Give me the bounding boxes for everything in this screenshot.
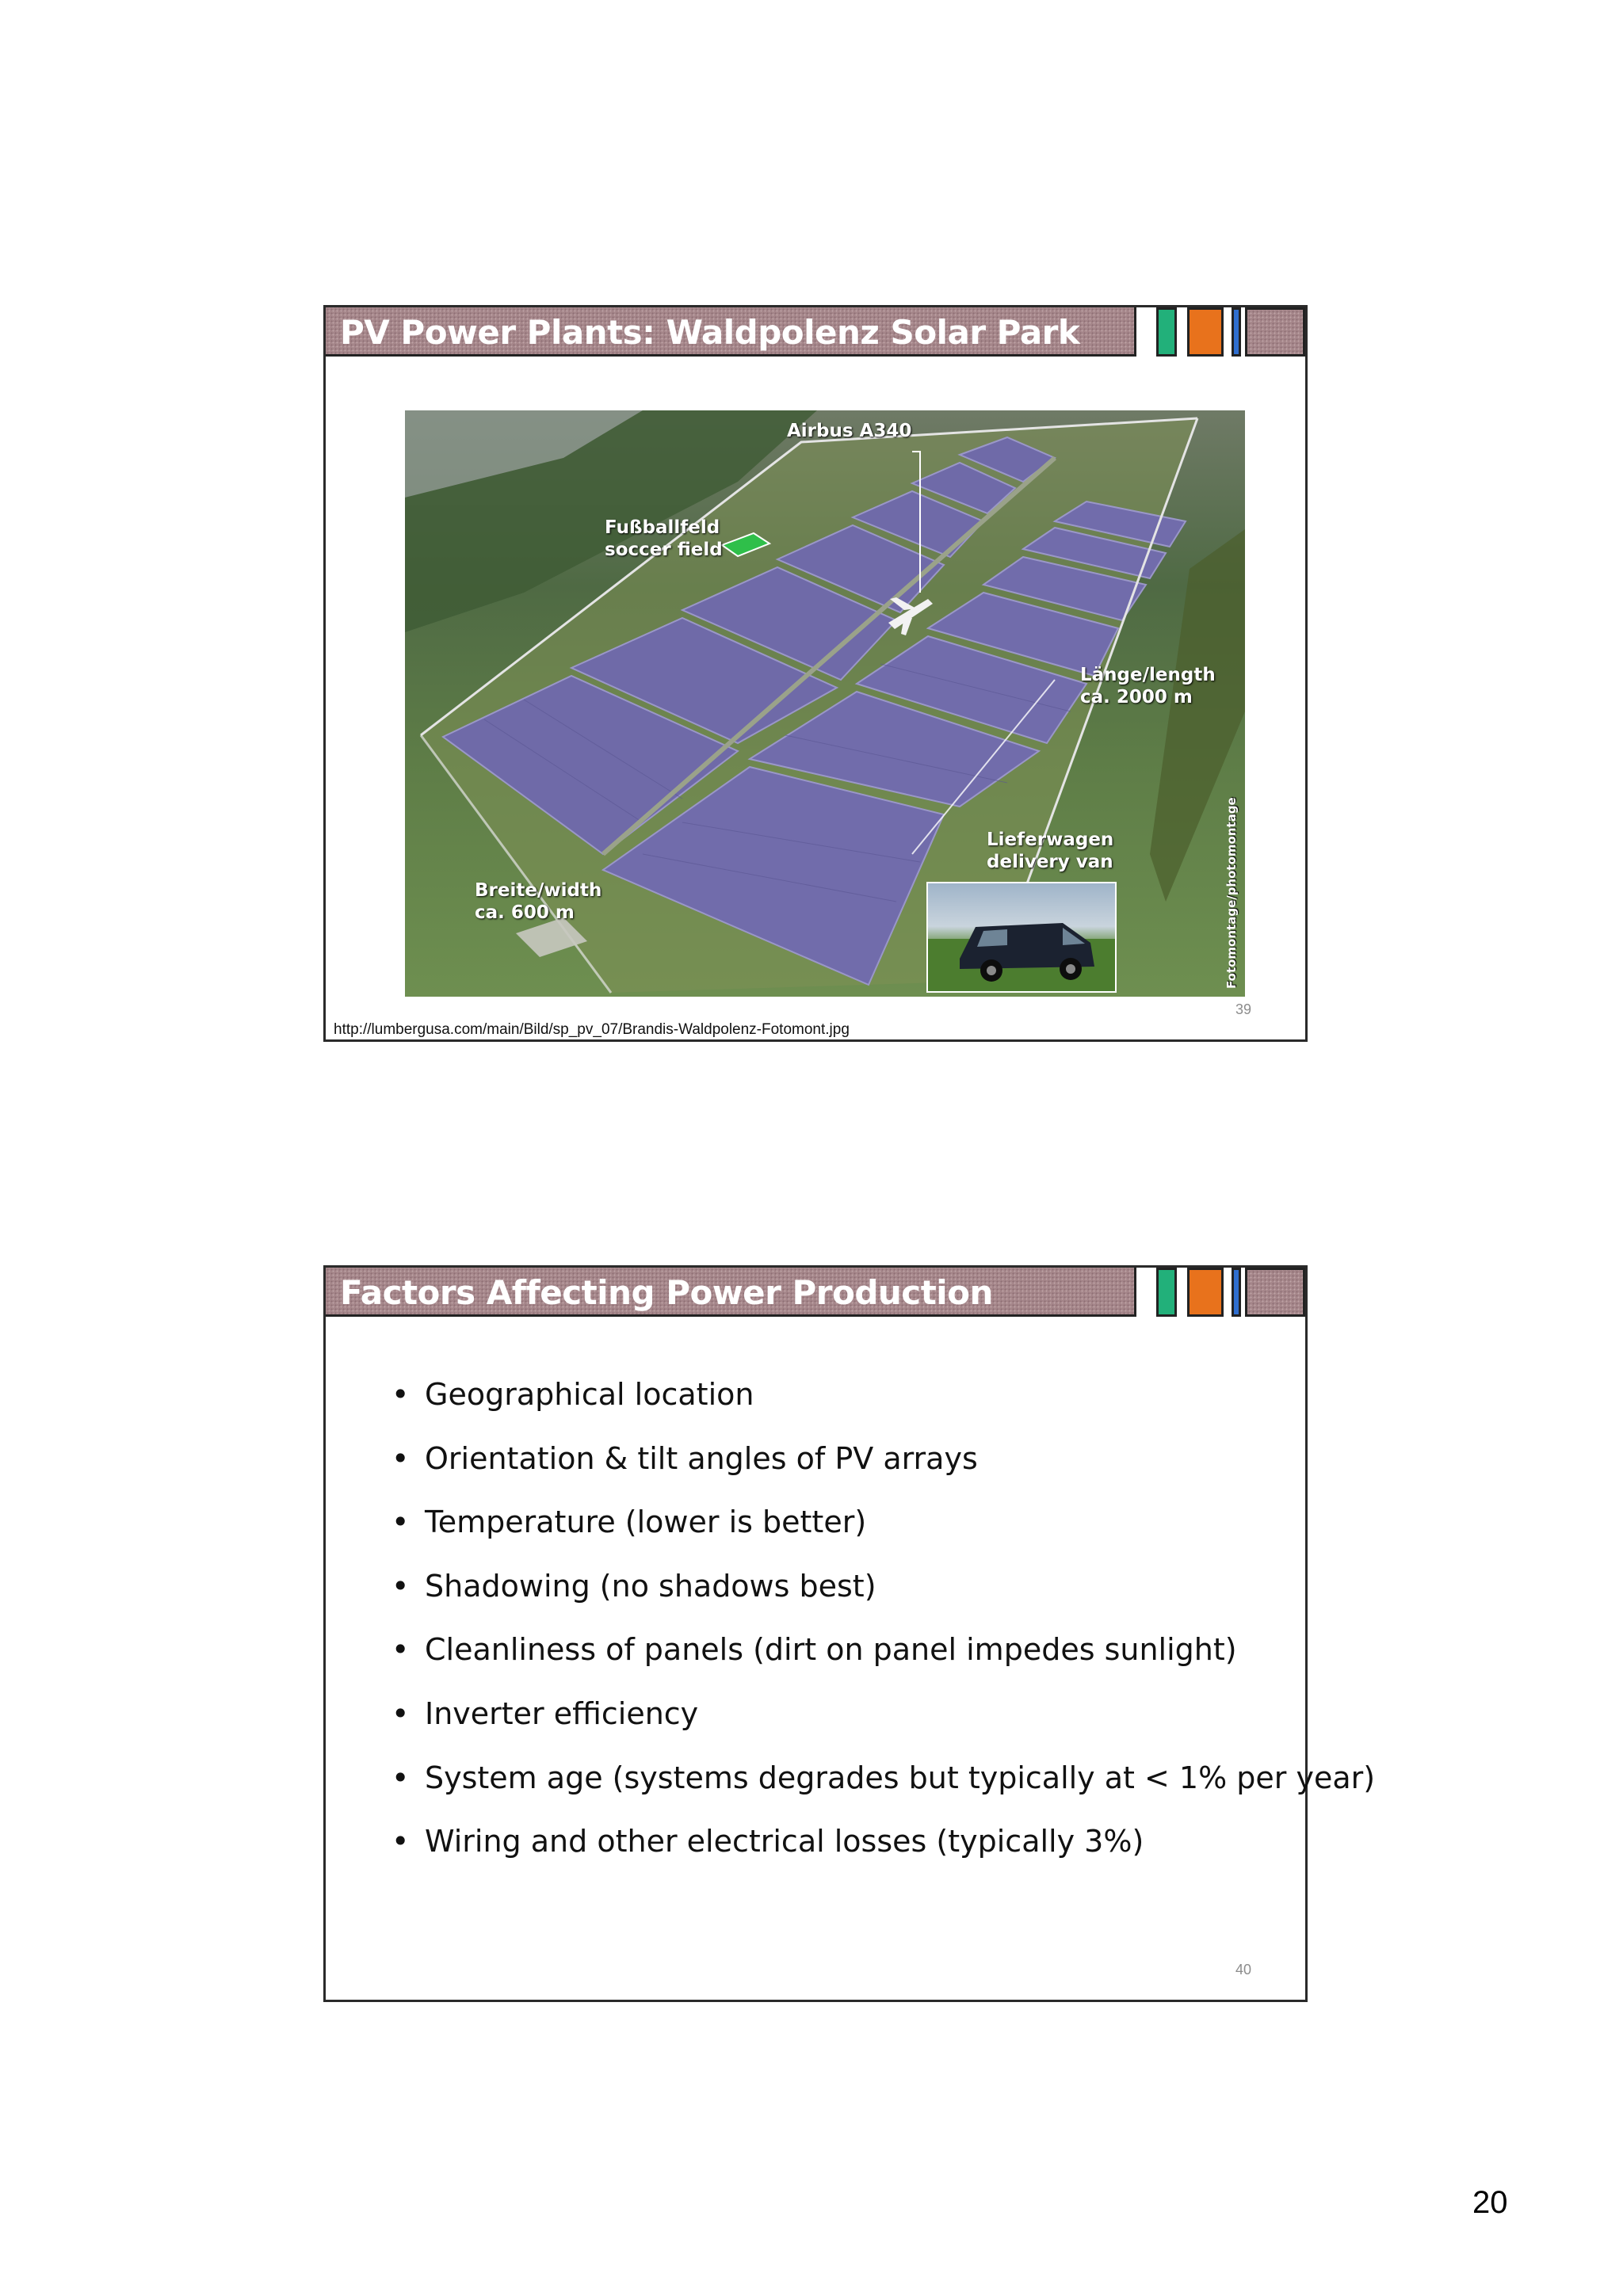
label-width-value: ca. 600 m (475, 902, 575, 923)
list-item-text: Orientation & tilt angles of PV arrays (425, 1440, 978, 1476)
label-length-value: ca. 2000 m (1080, 687, 1193, 707)
list-item-text: Cleanliness of panels (dirt on panel impedes sunlight) (425, 1632, 1237, 1668)
slide-39 (323, 305, 1308, 1042)
bullet-icon: • (391, 1824, 410, 1859)
decor-green-block (1156, 1268, 1177, 1317)
label-width (475, 879, 601, 924)
decor-orange-block (1187, 1268, 1224, 1317)
bullet-icon: • (391, 1505, 410, 1540)
label-width-title: Breite/width (475, 880, 602, 901)
label-soccer-field-de: Fußballfeld (605, 517, 720, 538)
page-number: 20 (1472, 2185, 1508, 2220)
bullet-icon: • (391, 1632, 410, 1668)
list-item (385, 1505, 1375, 1569)
list-item (385, 1377, 1375, 1441)
label-van-en: delivery van (987, 852, 1113, 872)
label-van-de: Lieferwagen (987, 830, 1114, 850)
label-length (1080, 664, 1216, 708)
slide-title: Factors Affecting Power Production (340, 1273, 993, 1312)
solar-park-aerial-photo (405, 410, 1245, 997)
list-item (385, 1824, 1375, 1888)
label-soccer-field (605, 517, 723, 561)
photo-credit: Fotomontage/photomontage (1224, 797, 1239, 989)
slide-number: 40 (1235, 1962, 1252, 1978)
image-source-url: http://lumbergusa.com/main/Bild/sp_pv_07/Brandis-Waldpolenz-Fotomont.jpg (334, 1021, 850, 1038)
van-illustration (928, 883, 1117, 993)
decor-blue-block (1232, 307, 1241, 357)
label-airbus: Airbus A340 (787, 421, 912, 441)
list-item (385, 1696, 1375, 1760)
decor-pattern-block (1245, 1268, 1305, 1317)
decor-green-block (1156, 307, 1177, 357)
list-item-text: System age (systems degrades but typically at < 1% per year) (425, 1760, 1376, 1795)
list-item (385, 1569, 1375, 1633)
list-item-text: Geographical location (425, 1377, 754, 1412)
list-item-text: Wiring and other electrical losses (typically 3%) (425, 1824, 1144, 1859)
slide-number: 39 (1235, 1001, 1252, 1017)
bullet-icon: • (391, 1568, 410, 1604)
slide-title-bar (326, 307, 1136, 357)
slide-title: PV Power Plants: Waldpolenz Solar Park (340, 313, 1080, 352)
slide-40 (323, 1265, 1376, 2002)
factor-list (385, 1377, 1375, 1888)
label-delivery-van (987, 829, 1113, 873)
label-length-title: Länge/length (1080, 665, 1216, 685)
list-item-text: Shadowing (no shadows best) (425, 1568, 876, 1604)
label-soccer-field-en: soccer field (605, 540, 723, 560)
list-item-text: Temperature (lower is better) (425, 1505, 867, 1540)
decor-orange-block (1187, 307, 1224, 357)
bullet-icon: • (391, 1440, 410, 1476)
slide-title-bar (326, 1268, 1136, 1317)
list-item (385, 1441, 1375, 1505)
bullet-icon: • (391, 1695, 410, 1731)
list-item-text: Inverter efficiency (425, 1695, 699, 1731)
bullet-icon: • (391, 1760, 410, 1795)
delivery-van-inset (926, 882, 1117, 993)
list-item (385, 1632, 1375, 1696)
bullet-icon: • (391, 1377, 410, 1412)
decor-pattern-block (1245, 307, 1305, 357)
decor-blue-block (1232, 1268, 1241, 1317)
list-item (385, 1760, 1375, 1825)
